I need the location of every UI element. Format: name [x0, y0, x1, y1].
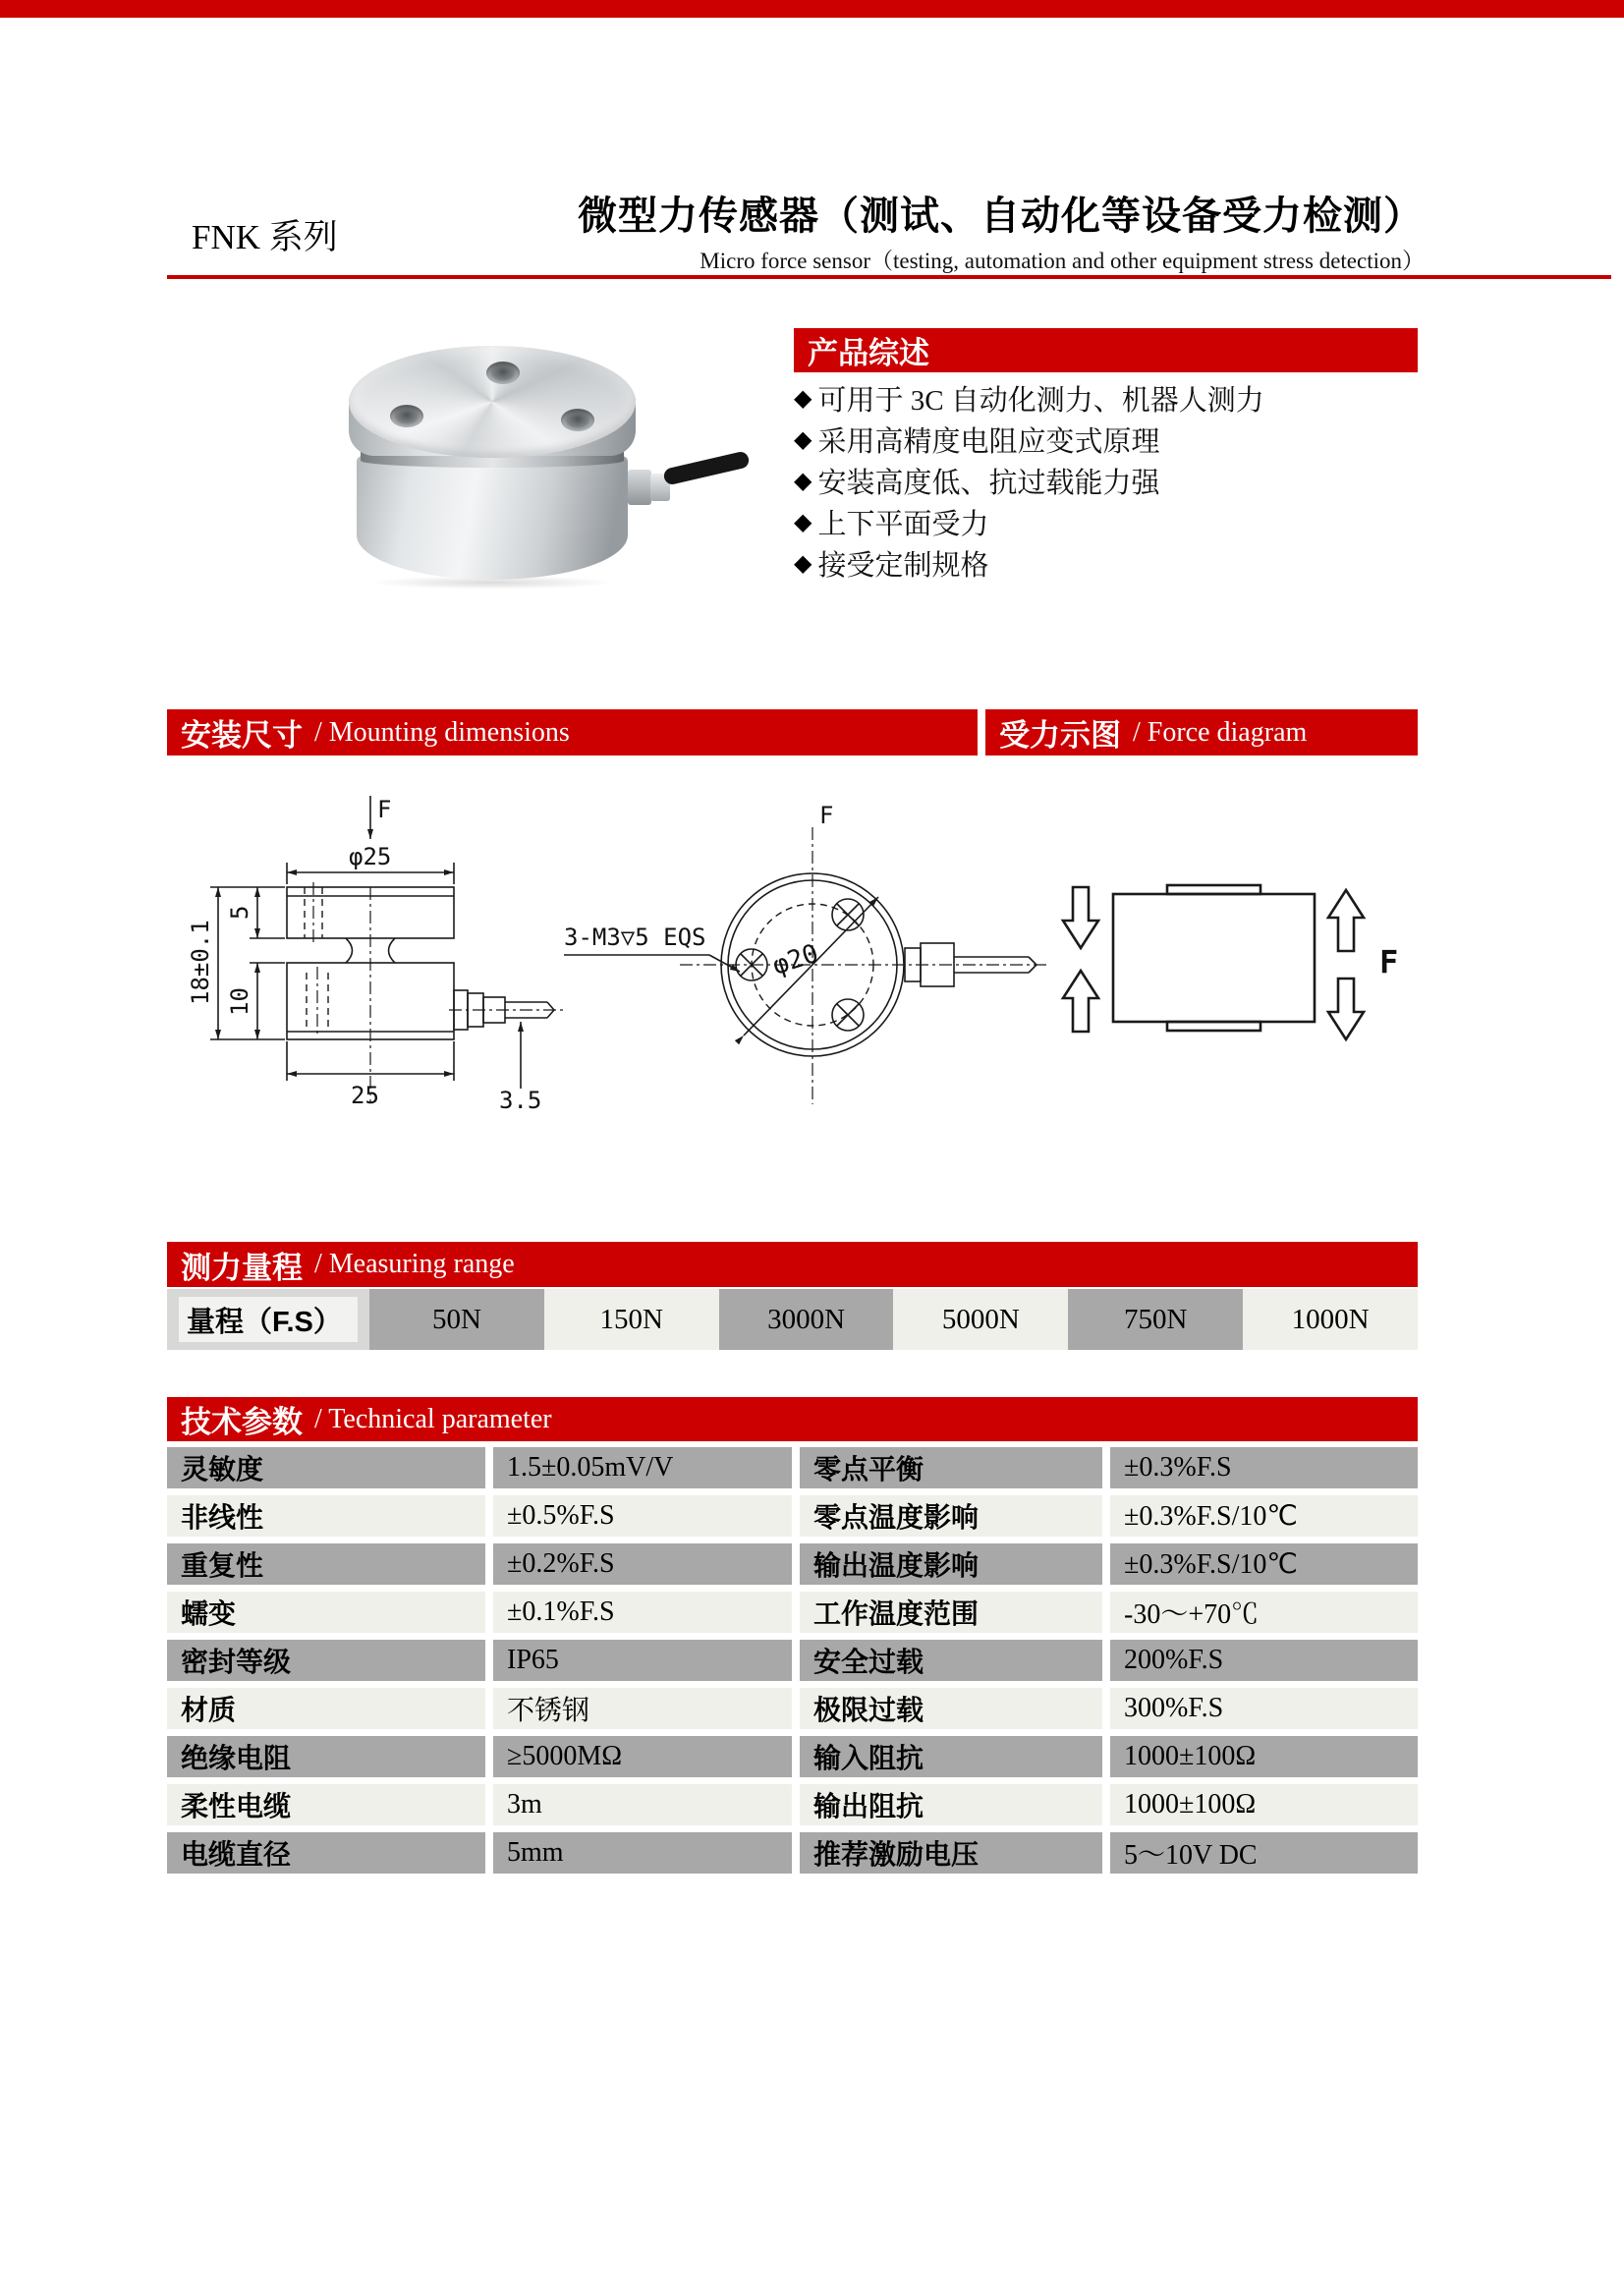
bullet-text: 上下平面受力	[817, 508, 989, 540]
param-value: 200%F.S	[1110, 1640, 1418, 1681]
range-value-cell: 150N	[544, 1289, 719, 1350]
list-item	[794, 542, 1482, 584]
dim-bottom-height: 10	[226, 987, 253, 1016]
side-view-drawing	[169, 794, 601, 1118]
top-red-strip	[0, 0, 1624, 18]
range-value-cell: 50N	[369, 1289, 544, 1350]
param-value: ±0.3%F.S/10℃	[1110, 1543, 1418, 1585]
param-key: 输出阻抗	[800, 1784, 1102, 1825]
dim-total-height: 18±0.1	[187, 920, 214, 1005]
range-label-cell	[167, 1289, 369, 1350]
param-value: IP65	[493, 1640, 792, 1681]
technical-parameter-bar	[167, 1397, 1418, 1441]
diamond-bullet-icon: ◆	[794, 384, 812, 412]
list-item	[794, 460, 1482, 501]
diamond-bullet-icon: ◆	[794, 425, 812, 453]
range-table	[167, 1289, 1418, 1350]
thread-note: 3-M3▽5 EQS	[564, 924, 706, 951]
param-value: ±0.3%F.S	[1110, 1447, 1418, 1488]
param-key: 零点平衡	[800, 1447, 1102, 1488]
param-key: 输出温度影响	[800, 1543, 1102, 1585]
list-item	[794, 501, 1482, 542]
screw-hole	[486, 362, 520, 384]
param-value: 5～10V DC	[1110, 1832, 1418, 1874]
bullet-text: 安装高度低、抗过载能力强	[817, 467, 1160, 499]
param-key: 工作温度范围	[800, 1592, 1102, 1633]
param-key: 灵敏度	[167, 1447, 485, 1488]
product-photo	[339, 346, 645, 593]
dim-width-bottom: 25	[351, 1082, 379, 1109]
param-key: 密封等级	[167, 1640, 485, 1681]
page-title: 微型力传感器（测试、自动化等设备受力检测）	[578, 195, 1424, 238]
param-key: 极限过载	[800, 1688, 1102, 1729]
range-value-cell: 5000N	[893, 1289, 1068, 1350]
param-key: 零点温度影响	[800, 1495, 1102, 1537]
section-title-en: / Technical parameter	[314, 1403, 552, 1434]
param-value: 1.5±0.05mV/V	[493, 1447, 792, 1488]
measuring-range-bar	[167, 1242, 1418, 1287]
dim-dia-top: φ25	[349, 843, 392, 870]
overview-title: 产品综述	[808, 336, 929, 370]
param-value: 5mm	[493, 1832, 792, 1874]
list-item	[794, 377, 1482, 419]
param-key: 非线性	[167, 1495, 485, 1537]
section-title-cn: 安装尺寸	[181, 718, 303, 753]
force-diagram-drawing	[1030, 833, 1452, 1108]
page-subtitle: Micro force sensor（testing, automation and other equipment stress detection）	[700, 249, 1425, 273]
diamond-bullet-icon: ◆	[794, 508, 812, 535]
param-value: ±0.1%F.S	[493, 1592, 792, 1633]
force-arrow-label: F	[819, 802, 834, 829]
param-key: 输入阻抗	[800, 1736, 1102, 1777]
cable	[662, 450, 751, 485]
range-value-cell: 750N	[1068, 1289, 1243, 1350]
param-key: 材质	[167, 1688, 485, 1729]
bullet-text: 可用于 3C 自动化测力、机器人测力	[817, 384, 1264, 417]
screw-hole	[561, 409, 594, 431]
param-value: 1000±100Ω	[1110, 1784, 1418, 1825]
bullet-text: 接受定制规格	[817, 549, 989, 582]
force-arrow-label: F	[377, 796, 392, 823]
param-key: 电缆直径	[167, 1832, 485, 1874]
range-value-cell: 1000N	[1243, 1289, 1418, 1350]
section-title-en: / Mounting dimensions	[314, 716, 570, 748]
param-key: 安全过载	[800, 1640, 1102, 1681]
dim-cable-offset: 3.5	[499, 1087, 542, 1114]
param-key: 重复性	[167, 1543, 485, 1585]
param-value: 3m	[493, 1784, 792, 1825]
header-divider	[167, 275, 1611, 279]
overview-bullet-list	[794, 377, 1482, 584]
param-value: 不锈钢	[493, 1688, 792, 1729]
param-value: ±0.5%F.S	[493, 1495, 792, 1537]
list-item	[794, 419, 1482, 460]
mounting-dimensions-bar	[167, 709, 978, 756]
param-key: 柔性电缆	[167, 1784, 485, 1825]
range-value-cell: 3000N	[719, 1289, 894, 1350]
force-diagram-bar	[985, 709, 1418, 756]
dim-top-height: 5	[226, 905, 253, 920]
diamond-bullet-icon: ◆	[794, 467, 812, 494]
section-title-en: / Force diagram	[1133, 716, 1308, 748]
cable-gland	[628, 470, 651, 505]
sensor-lower-body	[357, 456, 628, 580]
param-value: -30～+70℃	[1110, 1592, 1418, 1633]
section-title-cn: 技术参数	[181, 1405, 303, 1439]
technical-parameter-table	[167, 1447, 1418, 1874]
dim-bolt-circle: φ20	[768, 938, 822, 981]
param-value: ±0.3%F.S/10℃	[1110, 1495, 1418, 1537]
param-key: 绝缘电阻	[167, 1736, 485, 1777]
param-key: 推荐激励电压	[800, 1832, 1102, 1874]
bullet-text: 采用高精度电阻应变式原理	[817, 425, 1160, 458]
param-value: 1000±100Ω	[1110, 1736, 1418, 1777]
section-title-cn: 受力示图	[999, 718, 1121, 753]
section-title-en: / Measuring range	[314, 1249, 515, 1279]
sensor-top-face	[349, 346, 636, 458]
top-view-drawing	[562, 798, 1053, 1122]
param-value: ±0.2%F.S	[493, 1543, 792, 1585]
param-key: 蠕变	[167, 1592, 485, 1633]
force-label: F	[1379, 943, 1399, 980]
range-label-text: 量程（F.S）	[179, 1297, 358, 1342]
screw-hole	[390, 405, 423, 427]
section-title-cn: 测力量程	[181, 1250, 303, 1285]
param-value: 300%F.S	[1110, 1688, 1418, 1729]
overview-header-bar	[794, 328, 1418, 372]
param-value: ≥5000MΩ	[493, 1736, 792, 1777]
series-name: FNK 系列	[192, 218, 338, 256]
diamond-bullet-icon: ◆	[794, 549, 812, 577]
